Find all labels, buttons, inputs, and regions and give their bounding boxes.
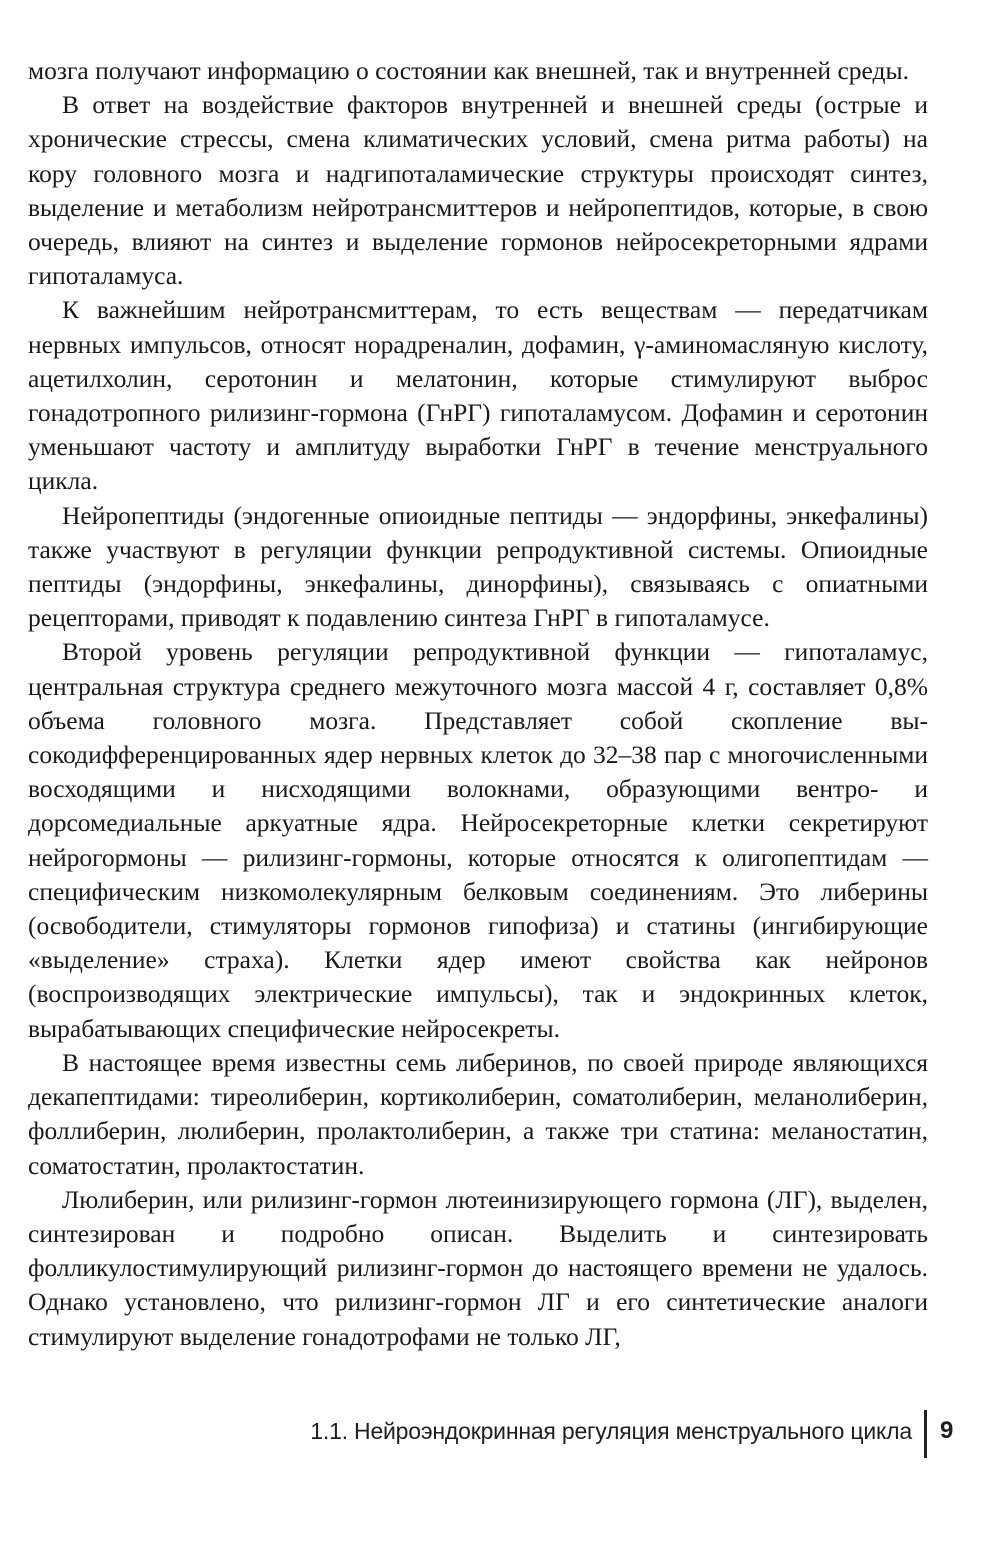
paragraph-liberins: В настоящее время известны семь либеринов, по своей природе являющихся декапептидами: тиреолиберин, кортиколиберин, соматолиберин, меланолиберин, фоллиберин, люлиберин, пролактолиберин, а также три статина: меланостатин, соматостатин, пролактостатин. — [28, 1047, 928, 1180]
footer-divider — [924, 1410, 927, 1458]
page-body — [28, 54, 928, 1354]
running-title: 1.1. Нейроэндокринная регуляция менструального цикла — [310, 1418, 912, 1444]
page-footer — [0, 1410, 1000, 1460]
page-number: 9 — [940, 1417, 954, 1444]
paragraph-neurotransmitters: К важнейшим нейротрансмиттерам, то есть веществам — передатчикам нервных импульсов, относят норадреналин, дофамин, γ-аминомасляную кислоту, ацетилхолин, серотонин и мелатонин, которые стимулируют выброс гонадотропного рилизинг-гормона (ГнРГ) гипоталамусом. Дофамин и серотонин уменьшают частоту и амплитуду выработки ГнРГ в течение менструального цикла. — [28, 295, 928, 496]
paragraph-neuropeptides: Нейропептиды (эндогенные опиоидные пептиды — эндорфины, энкефалины) также участвуют в регуляции функции репродуктивной системы. Опиоидные пептиды (эндорфины, энкефалины, динорфины), связываясь с опиатными рецепторами, приводят к подавлению синтеза ГнРГ в гипоталамусе. — [28, 500, 928, 633]
paragraph-luliberin: Люлиберин, или рилизинг-гормон лютеинизирующего гормона (ЛГ), выделен, синтезирован и подробно описан. Выделить и синтезировать фолликулостимулирующий рилизинг-гормон до настоящего времени не удалось. Однако установлено, что рилизинг-гормон ЛГ и его синтетические аналоги стимулируют выделение гонадотрофами не только ЛГ, — [28, 1184, 928, 1351]
paragraph-hypothalamus: Второй уровень регуляции репродуктивной функции — гипоталамус, центральная структура среднего межуточного мозга массой 4 г, составляет 0,8% объема головного мозга. Представляет собой скопление высокодифференцированных ядер нервных клеток до 32–38 пар с многочисленными восходящими и нисходящими волокнами, образующими вентро- и дорсомедиальные аркуатные ядра. Нейросекреторные клетки секретируют нейрогормоны — рилизинг-гормоны, которые относятся к олигопептидам — специфическим низкомолекулярным белковым соединениям. Это либерины (освободители, стимуляторы гормонов гипофиза) и статины (ингибирующие «выделение» страха). Клетки ядер имеют свойства как нейронов (воспроизводящих электрические импульсы), так и эндокринных клеток, вырабатывающих специфические нейросекреты. — [28, 637, 928, 1043]
paragraph-environment-factors: В ответ на воздействие факторов внутренней и внешней среды (острые и хронические стрессы, смена климатических условий, смена ритма работы) на кору головного мозга и надгипоталамические структуры происходят синтез, выделение и метаболизм нейротрансмиттеров и нейропептидов, которые, в свою очередь, влияют на синтез и выделение гормонов нейросекреторными ядрами гипоталамуса. — [28, 90, 928, 291]
paragraph-continuation: мозга получают информацию о состоянии как внешней, так и внутренней среды. — [28, 56, 909, 85]
